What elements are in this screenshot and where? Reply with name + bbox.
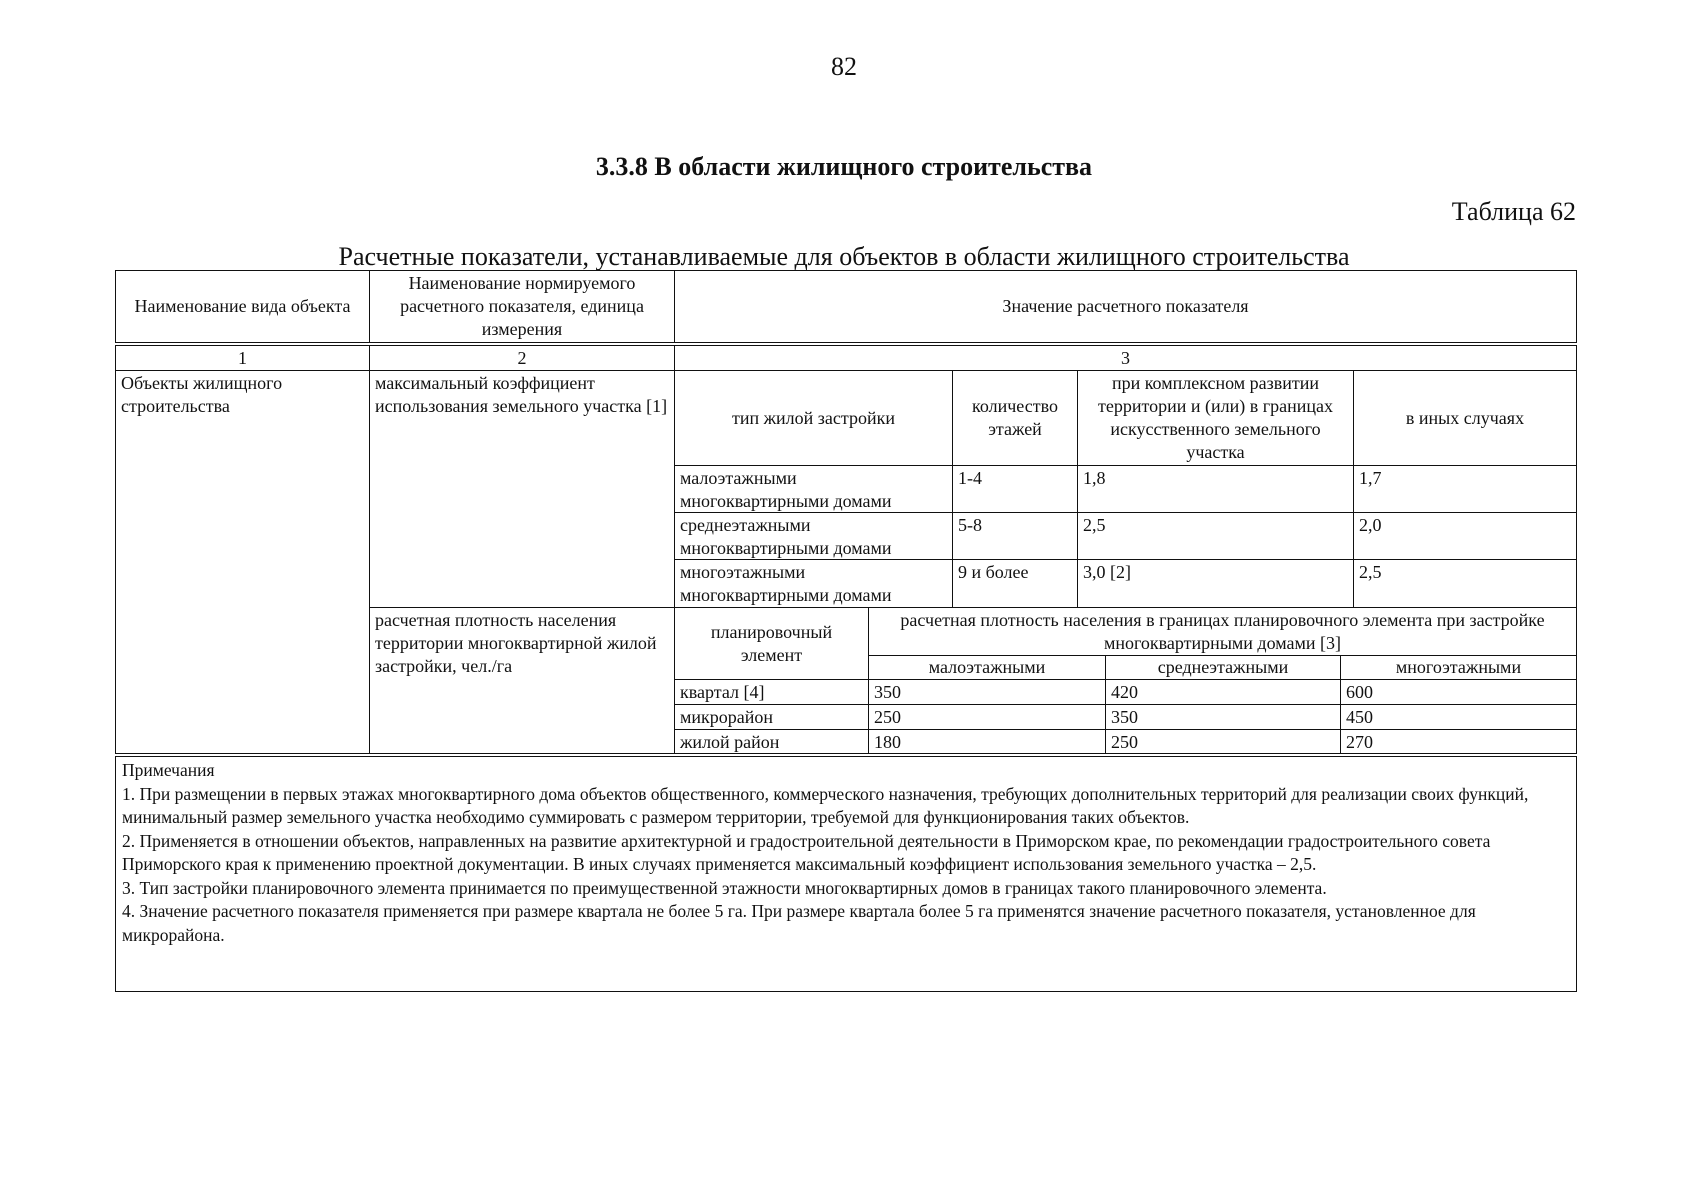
indicator1-header-other: в иных случаях	[1353, 370, 1577, 466]
table-cell: 180	[868, 729, 1106, 754]
indicator2-header-element: планировочный элемент	[674, 607, 869, 680]
table-cell: 250	[868, 704, 1106, 730]
data-table	[115, 270, 1577, 754]
note-item: 2. Применяется в отношении объектов, направленных на развитие архитектурной и градостроительной деятельности в Приморском крае, по рекомендации градостроительного совета Приморского края к применению проектной документации. В иных случаях применяется максимальный коэффициент использования земельного участка – 2,5.	[122, 830, 1491, 874]
indicator2-header-high: многоэтажными	[1340, 655, 1577, 680]
table-cell: 420	[1105, 679, 1341, 705]
table-cell: 350	[1105, 704, 1341, 730]
notes-title: Примечания	[122, 760, 215, 780]
notes-block	[115, 756, 1577, 992]
table-cell: квартал [4]	[674, 679, 869, 705]
table-cell: 5-8	[952, 512, 1078, 560]
table-cell: 250	[1105, 729, 1341, 754]
table-cell: 2,0	[1353, 512, 1577, 560]
indicator1-header-complex: при комплексном развитии территории и (или) в границах искусственного земельного участка	[1077, 370, 1354, 466]
header-number-2: 2	[369, 345, 675, 371]
table-cell: 1,8	[1077, 465, 1354, 513]
table-caption: Расчетные показатели, устанавливаемые для объектов в области жилищного строительства	[338, 242, 1350, 271]
section-title: 3.3.8 В области жилищного строительства	[595, 152, 1093, 181]
table-cell: 600	[1340, 679, 1577, 705]
table-cell: среднеэтажными многоквартирными домами	[674, 512, 953, 560]
table-cell: 450	[1340, 704, 1577, 730]
table-cell: 9 и более	[952, 559, 1078, 608]
note-item: 4. Значение расчетного показателя применяется при размере квартала не более 5 га. При размере квартала более 5 га применятся значение расчетного показателя, установленное для микрорайона.	[122, 901, 1476, 945]
table-label: Таблица 62	[1451, 197, 1576, 226]
table-cell: 1,7	[1353, 465, 1577, 513]
header-indicator-name: Наименование нормируемого расчетного показателя, единица измерения	[369, 270, 675, 343]
table-cell: 2,5	[1077, 512, 1354, 560]
table-cell: жилой район	[674, 729, 869, 754]
table-cell: 3,0 [2]	[1077, 559, 1354, 608]
header-indicator-value: Значение расчетного показателя	[674, 270, 1577, 343]
indicator1-name: максимальный коэффициент использования земельного участка [1]	[369, 370, 675, 608]
indicator1-header-type: тип жилой застройки	[674, 370, 953, 466]
table-cell: 350	[868, 679, 1106, 705]
note-item: 1. При размещении в первых этажах многоквартирного дома объектов общественного, коммерческого назначения, требующих дополнительных территорий для реализации своих функций, минимальный размер земельного участка необходимо суммировать с размером территории, требуемой для функционирования таких объектов.	[122, 783, 1529, 827]
table-cell: 1-4	[952, 465, 1078, 513]
object-name-cell: Объекты жилищного строительства	[115, 370, 370, 754]
header-number-1: 1	[115, 345, 370, 371]
table-cell: многоэтажными многоквартирными домами	[674, 559, 953, 608]
indicator2-header-mid: среднеэтажными	[1105, 655, 1341, 680]
indicator2-name: расчетная плотность населения территории многоквартирной жилой застройки, чел./га	[369, 607, 675, 754]
header-object-type: Наименование вида объекта	[115, 270, 370, 343]
header-number-3: 3	[674, 345, 1577, 371]
table-cell: малоэтажными многоквартирными домами	[674, 465, 953, 513]
indicator2-header-density: расчетная плотность населения в границах планировочного элемента при застройке многоквартирными домами [3]	[868, 607, 1577, 656]
note-item: 3. Тип застройки планировочного элемента принимается по преимущественной этажности многоквартирных домов в границах такого планировочного элемента.	[122, 877, 1327, 898]
indicator1-header-floors: количество этажей	[952, 370, 1078, 466]
page-number: 82	[831, 52, 857, 81]
table-cell: 270	[1340, 729, 1577, 754]
table-cell: микрорайон	[674, 704, 869, 730]
indicator2-header-low: малоэтажными	[868, 655, 1106, 680]
table-cell: 2,5	[1353, 559, 1577, 608]
